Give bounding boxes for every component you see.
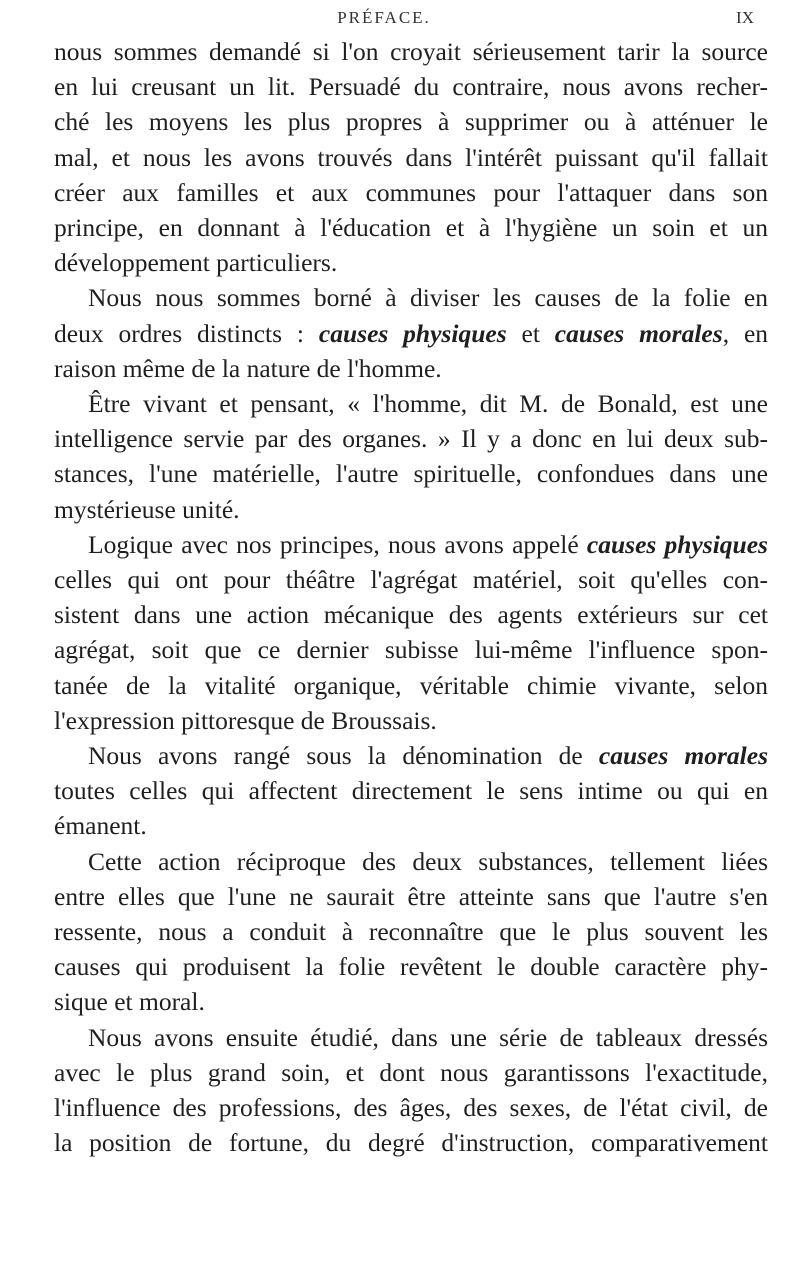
text-line: Nous avons ensuite étudié, dans une série de tableaux dressés <box>88 1022 768 1052</box>
paragraph-1 <box>54 34 768 280</box>
text-line: tanée de la vitalité organique, véritable chimie vivante, selon <box>54 670 768 700</box>
text-line: deux ordres distincts : causes physiques et causes morales, en <box>54 318 769 348</box>
text-line: ché les moyens les plus propres à supprimer ou à atténuer le <box>54 107 768 137</box>
text-line: sistent dans une action mécanique des agents extérieurs sur cet <box>54 600 768 630</box>
text-line: nous sommes demandé si l'on croyait sérieusement tarir la source <box>54 37 768 66</box>
text-line: l'influence des professions, des âges, des sexes, de l'état civil, de <box>54 1093 768 1123</box>
emphasis-causes-physiques: causes physiques <box>586 529 768 559</box>
text-line: avec le plus grand soin, et dont nous garantissons l'exactitude, <box>54 1057 768 1087</box>
text-line: Cette action réciproque des deux substances, tellement liées <box>88 846 768 876</box>
text-line: émanent. <box>54 811 147 841</box>
body-text <box>54 34 768 1161</box>
text-line: en lui creusant un lit. Persuadé du contraire, nous avons recher- <box>54 72 768 102</box>
text-line: Être vivant et pensant, « l'homme, dit M. de Bonald, est une <box>88 389 768 419</box>
text-line: Logique avec nos principes, nous avons appelé causes physiques <box>88 529 768 559</box>
text-line: mystérieuse unité. <box>54 494 240 524</box>
text-line: stances, l'une matérielle, l'autre spirituelle, confondues dans une <box>54 459 768 489</box>
text-line: l'expression pittoresque de Broussais. <box>54 705 437 735</box>
text-line: intelligence servie par des organes. » Il y a donc en lui deux sub- <box>54 424 768 454</box>
page-number: IX <box>736 8 754 27</box>
emphasis-causes-morales: causes morales <box>598 741 768 771</box>
paragraph-3 <box>54 386 768 527</box>
running-head <box>54 6 754 30</box>
text-line: mal, et nous les avons trouvés dans l'intérêt puissant qu'il fallait <box>54 142 768 172</box>
paragraph-6 <box>54 844 768 1020</box>
text-line: ressente, nous a conduit à reconnaître que le plus souvent les <box>54 917 768 947</box>
paragraph-5 <box>54 738 768 844</box>
text-line: créer aux familles et aux communes pour l'attaquer dans son <box>54 177 768 207</box>
emphasis-causes-morales: causes morales <box>554 318 723 348</box>
text-line: Nous avons rangé sous la dénomination de causes morales <box>88 741 768 771</box>
text-line: la position de fortune, du degré d'instruction, comparativement <box>54 1128 768 1158</box>
paragraph-4 <box>54 527 768 738</box>
text-line: toutes celles qui affectent directement le sens intime ou qui en <box>54 776 768 806</box>
paragraph-2 <box>54 280 768 386</box>
text-line: Nous nous sommes borné à diviser les causes de la folie en <box>88 283 768 313</box>
running-title: PRÉFACE. <box>337 8 431 27</box>
text-line: développement particuliers. <box>54 248 338 278</box>
text-line: agrégat, soit que ce dernier subisse lui-même l'influence spon- <box>54 635 768 665</box>
text-line: sique et moral. <box>54 987 205 1017</box>
text-line: raison même de la nature de l'homme. <box>54 353 442 383</box>
text-line: principe, en donnant à l'éducation et à l'hygiène un soin et un <box>54 213 768 243</box>
emphasis-causes-physiques: causes physiques <box>318 318 507 348</box>
paragraph-7 <box>54 1020 768 1161</box>
text-line: celles qui ont pour théâtre l'agrégat matériel, soit qu'elles con- <box>54 565 768 595</box>
text-line: entre elles que l'une ne saurait être atteinte sans que l'autre s'en <box>54 881 768 911</box>
text-line: causes qui produisent la folie revêtent le double caractère phy- <box>54 952 768 982</box>
